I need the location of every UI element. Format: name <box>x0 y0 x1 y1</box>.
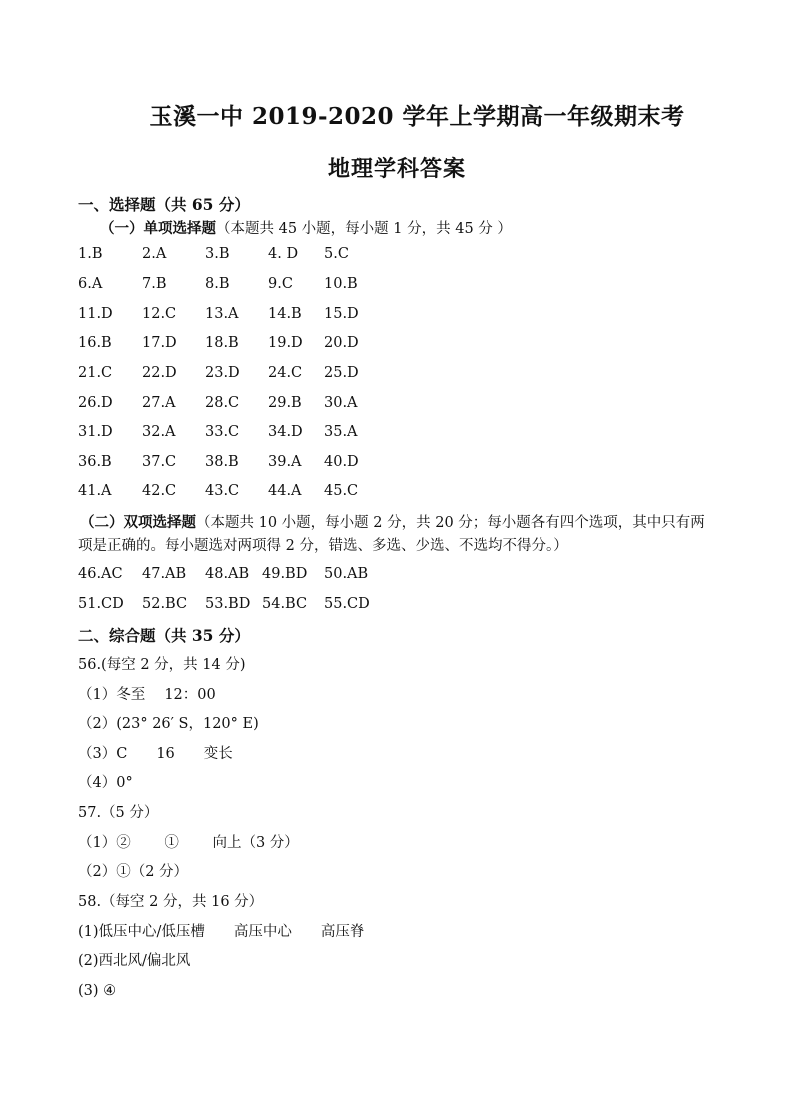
part2-header <box>80 513 705 533</box>
answer-item: 31.D <box>78 424 113 440</box>
q57-answer-1: （1）② ① 向上（3 分） <box>78 835 299 851</box>
answer-item: 47.AB <box>142 566 187 582</box>
answer-item: 33.C <box>205 424 240 440</box>
answer-item: 23.D <box>205 365 240 381</box>
document-subtitle: 地理学科答案 <box>327 156 466 182</box>
document-title: 玉溪一中 2019-2020 学年上学期高一年级期末考 <box>149 103 685 130</box>
answer-item: 24.C <box>268 365 303 381</box>
answer-item: 53.BD <box>205 596 251 612</box>
answer-item: 40.D <box>324 454 359 470</box>
answer-item: 15.D <box>324 306 359 322</box>
q58-header: 58.（每空 2 分，共 16 分） <box>78 894 264 910</box>
q58-answer-2: (2)西北风/偏北风 <box>78 953 191 969</box>
answer-item: 36.B <box>78 454 112 470</box>
section1-heading: 一、选择题（共 65 分） <box>78 195 250 214</box>
q56-header: 56.(每空 2 分，共 14 分) <box>78 657 246 673</box>
answer-item: 28.C <box>205 395 240 411</box>
answer-item: 6.A <box>78 276 103 292</box>
answer-item: 10.B <box>324 276 358 292</box>
answer-item: 8.B <box>205 276 230 292</box>
answer-item: 35.A <box>324 424 358 440</box>
answer-item: 19.D <box>268 335 303 351</box>
answer-item: 54.BC <box>262 596 308 612</box>
answer-item: 7.B <box>142 276 167 292</box>
answer-item: 2.A <box>142 246 167 262</box>
answer-item: 5.C <box>324 246 349 262</box>
q58-answer-3: (3) ④ <box>78 983 117 999</box>
answer-item: 25.D <box>324 365 359 381</box>
part2-label: （二）双项选择题 <box>80 514 196 531</box>
answer-item: 13.A <box>205 306 239 322</box>
answer-item: 17.D <box>142 335 177 351</box>
answer-item: 44.A <box>268 483 302 499</box>
answer-item: 42.C <box>142 483 177 499</box>
answer-item: 46.AC <box>78 566 123 582</box>
q56-answer-1: （1）冬至 12：00 <box>78 687 216 703</box>
part1-note: （本题共 45 小题，每小题 1 分，共 45 分 ） <box>216 221 512 237</box>
q58-answer-1: (1)低压中心/低压槽 高压中心 高压脊 <box>78 924 365 940</box>
answer-item: 45.C <box>324 483 359 499</box>
part1-label: （一）单项选择题 <box>100 220 216 237</box>
answer-item: 50.AB <box>324 566 369 582</box>
answer-item: 18.B <box>205 335 239 351</box>
answer-item: 22.D <box>142 365 177 381</box>
q57-answer-2: （2）①（2 分） <box>78 864 189 880</box>
part2-note-continued: 项是正确的。每小题选对两项得 2 分，错选、多选、少选、不选均不得分。） <box>78 538 568 554</box>
answer-item: 51.CD <box>78 596 124 612</box>
answer-item: 32.A <box>142 424 176 440</box>
answer-item: 1.B <box>78 246 103 262</box>
answer-item: 21.C <box>78 365 113 381</box>
answer-item: 38.B <box>205 454 239 470</box>
part2-note: （本题共 10 小题，每小题 2 分，共 20 分；每小题各有四个选项，其中只有两 <box>196 515 705 531</box>
answer-item: 12.C <box>142 306 177 322</box>
q56-answer-3: （3）C 16 变长 <box>78 746 233 762</box>
answer-item: 20.D <box>324 335 359 351</box>
answer-item: 49.BD <box>262 566 308 582</box>
answer-item: 43.C <box>205 483 240 499</box>
section2-heading: 二、综合题（共 35 分） <box>78 626 250 645</box>
answer-item: 41.A <box>78 483 112 499</box>
answer-item: 55.CD <box>324 596 370 612</box>
answer-item: 14.B <box>268 306 302 322</box>
answer-item: 3.B <box>205 246 230 262</box>
answer-item: 16.B <box>78 335 112 351</box>
answer-item: 4. D <box>268 246 299 262</box>
q56-answer-2: （2）(23° 26′ S，120° E) <box>78 716 259 732</box>
answer-item: 29.B <box>268 395 302 411</box>
answer-item: 11.D <box>78 306 113 322</box>
answer-item: 37.C <box>142 454 177 470</box>
answer-item: 26.D <box>78 395 113 411</box>
answer-item: 48.AB <box>205 566 250 582</box>
answer-item: 27.A <box>142 395 176 411</box>
q57-header: 57.（5 分） <box>78 805 159 821</box>
q56-answer-4: （4）0° <box>78 775 133 791</box>
answer-item: 9.C <box>268 276 293 292</box>
part1-header <box>100 219 512 239</box>
answer-item: 39.A <box>268 454 302 470</box>
answer-item: 30.A <box>324 395 358 411</box>
answer-item: 34.D <box>268 424 303 440</box>
answer-item: 52.BC <box>142 596 188 612</box>
